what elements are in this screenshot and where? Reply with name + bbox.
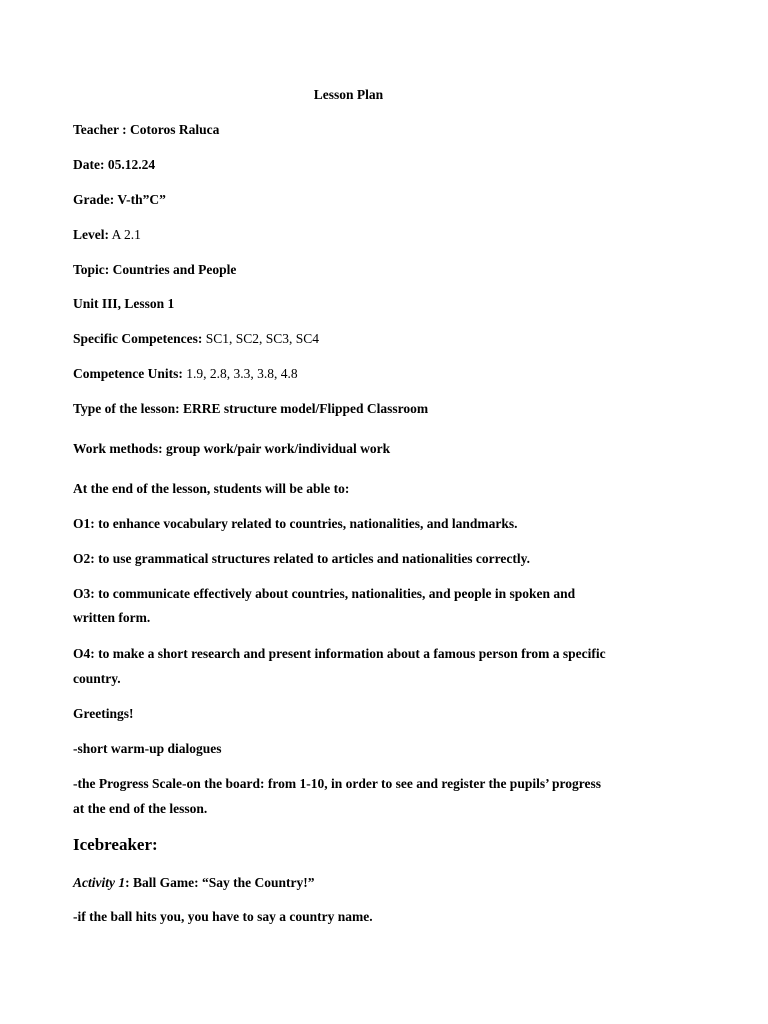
competence-units-line (73, 366, 298, 382)
progress-scale-line2: at the end of the lesson. (73, 801, 208, 816)
progress-scale-line1: -the Progress Scale-on the board: from 1-10, in order to see and register the pupils’ progress (73, 776, 601, 791)
level-value: A 2.1 (109, 227, 141, 242)
objective-o4-line1: O4: to make a short research and present information about a famous person from a specific (73, 646, 606, 661)
activity1-rule-line: -if the ball hits you, you have to say a country name. (73, 909, 373, 924)
unit-line: Unit III, Lesson 1 (73, 296, 175, 311)
specific-competences-label: Specific Competences: (73, 331, 203, 346)
grade-line: Grade: V-th”C” (73, 192, 166, 207)
objective-o3-line2: written form. (73, 610, 151, 625)
level-label: Level: (73, 227, 109, 242)
specific-competences-value: SC1, SC2, SC3, SC4 (202, 331, 320, 346)
activity1-line (73, 875, 314, 891)
competence-units-label: Competence Units: (73, 366, 183, 381)
objectives-intro: At the end of the lesson, students will be able to: (73, 481, 350, 496)
warmup-line: -short warm-up dialogues (73, 741, 222, 756)
activity1-title: : Ball Game: “Say the Country!” (125, 875, 315, 890)
work-methods-line: Work methods: group work/pair work/individual work (73, 441, 391, 456)
activity1-label: Activity 1 (73, 875, 126, 890)
topic-line: Topic: Countries and People (73, 262, 237, 277)
icebreaker-heading: Icebreaker: (73, 835, 158, 854)
specific-competences-line (73, 331, 319, 347)
greetings-line: Greetings! (73, 706, 134, 721)
objective-o1: O1: to enhance vocabulary related to countries, nationalities, and landmarks. (73, 516, 518, 531)
teacher-line: Teacher : Cotoros Raluca (73, 122, 220, 137)
objective-o2: O2: to use grammatical structures related to articles and nationalities correctly. (73, 551, 531, 566)
objective-o3-line1: O3: to communicate effectively about countries, nationalities, and people in spoken and (73, 586, 576, 601)
objective-o4-line2: country. (73, 671, 121, 686)
page-title: Lesson Plan (313, 87, 384, 102)
lesson-type-line: Type of the lesson: ERRE structure model/Flipped Classroom (73, 401, 429, 416)
date-line: Date: 05.12.24 (73, 157, 156, 172)
competence-units-value: 1.9, 2.8, 3.3, 3.8, 4.8 (182, 366, 298, 381)
level-line (73, 227, 141, 243)
